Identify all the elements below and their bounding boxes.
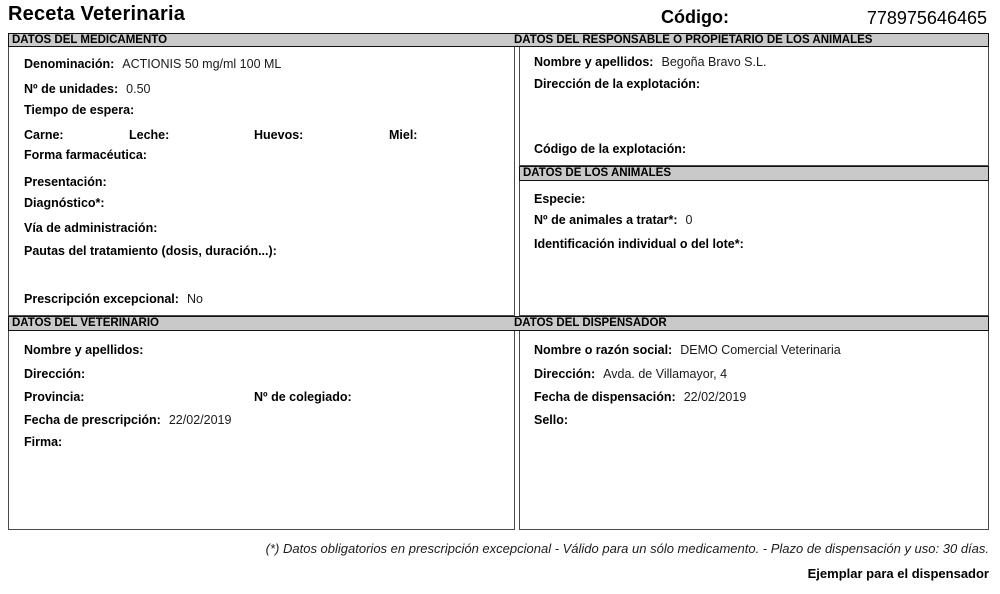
vet-direccion-label: Dirección: <box>24 367 86 381</box>
field-via-administracion <box>24 221 508 236</box>
field-diagnostico <box>24 196 508 211</box>
section-title-animales: DATOS DE LOS ANIMALES <box>523 167 672 179</box>
pautas-label: Pautas del tratamiento (dosis, duración...): <box>24 244 277 258</box>
fecha-dispensacion-value: 22/02/2019 <box>683 390 747 404</box>
section-title-veterinario: DATOS DEL VETERINARIO <box>12 317 159 329</box>
field-razon-social <box>534 343 982 358</box>
codigo-label: Código: <box>661 7 729 27</box>
presentacion-label: Presentación: <box>24 175 107 189</box>
especie-label: Especie: <box>534 192 586 206</box>
field-unidades <box>24 82 508 97</box>
field-forma-farmaceutica <box>24 148 508 163</box>
responsable-nombre-label: Nombre y apellidos: <box>534 55 654 69</box>
razon-social-label: Nombre o razón social: <box>534 343 673 357</box>
denominacion-value: ACTIONIS 50 mg/ml 100 ML <box>122 57 282 71</box>
num-animales-label: Nº de animales a tratar*: <box>534 213 678 227</box>
disp-direccion-value: Avda. de Villamayor, 4 <box>603 367 728 381</box>
fecha-dispensacion-label: Fecha de dispensación: <box>534 390 676 404</box>
miel-label: Miel: <box>389 128 418 142</box>
field-vet-nombre <box>24 343 508 358</box>
field-espera-productos <box>24 128 508 143</box>
field-responsable-nombre <box>534 55 982 70</box>
section-title-medicamento: DATOS DEL MEDICAMENTO <box>12 34 168 46</box>
field-vet-direccion <box>24 367 508 382</box>
field-fecha-dispensacion <box>534 390 982 405</box>
field-pautas <box>24 244 508 259</box>
section-responsable <box>519 47 989 166</box>
carne-label: Carne: <box>24 128 64 142</box>
codigo-value: 778975646465 <box>866 8 987 28</box>
section-title-responsable: DATOS DEL RESPONSABLE O PROPIETARIO DE LOS ANIMALES <box>514 34 873 46</box>
responsable-nombre-value: Begoña Bravo S.L. <box>661 55 767 69</box>
razon-social-value: DEMO Comercial Veterinaria <box>680 343 841 357</box>
diagnostico-label: Diagnóstico*: <box>24 196 105 210</box>
forma-label: Forma farmacéutica: <box>24 148 147 162</box>
footer-copy-label: Ejemplar para el dispensador <box>807 566 989 581</box>
field-presentacion <box>24 175 508 190</box>
footer-note: (*) Datos obligatorios en prescripción excepcional - Válido para un sólo medicamento. - Plazo de dispensación y uso: 30 días. <box>265 541 989 556</box>
field-sello <box>534 413 982 428</box>
field-denominacion <box>24 57 508 72</box>
num-animales-value: 0 <box>685 213 693 227</box>
direccion-explotacion-label: Dirección de la explotación: <box>534 77 701 91</box>
denominacion-label: Denominación: <box>24 57 115 71</box>
firma-label: Firma: <box>24 435 63 449</box>
colegiado-label: Nº de colegiado: <box>254 390 352 404</box>
field-provincia-colegiado <box>24 390 508 405</box>
field-firma <box>24 435 508 450</box>
field-identificacion <box>534 237 982 252</box>
section-animales <box>519 181 989 316</box>
field-fecha-prescripcion <box>24 413 508 428</box>
field-tiempo-espera <box>24 103 508 118</box>
codigo-explotacion-label: Código de la explotación: <box>534 142 687 156</box>
prescripcion-value: No <box>186 292 203 306</box>
section-title-dispensador: DATOS DEL DISPENSADOR <box>514 317 667 329</box>
section-dispensador <box>519 331 989 530</box>
identificacion-label: Identificación individual o del lote*: <box>534 237 744 251</box>
tiempo-espera-label: Tiempo de espera: <box>24 103 135 117</box>
provincia-label: Provincia: <box>24 390 85 404</box>
field-especie <box>534 192 982 207</box>
huevos-label: Huevos: <box>254 128 304 142</box>
fecha-prescripcion-value: 22/02/2019 <box>168 413 232 427</box>
vet-nombre-label: Nombre y apellidos: <box>24 343 144 357</box>
via-label: Vía de administración: <box>24 221 158 235</box>
section-header-animales <box>519 166 989 181</box>
unidades-value: 0.50 <box>126 82 151 96</box>
disp-direccion-label: Dirección: <box>534 367 596 381</box>
field-num-animales <box>534 213 982 228</box>
sello-label: Sello: <box>534 413 569 427</box>
prescripcion-label: Prescripción excepcional: <box>24 292 179 306</box>
field-prescripcion-excepcional <box>24 292 508 307</box>
section-header-row-top <box>8 33 989 47</box>
page-title: Receta Veterinaria <box>8 3 186 25</box>
field-direccion-explotacion <box>534 77 982 92</box>
section-veterinario <box>8 331 515 530</box>
field-codigo-explotacion <box>534 142 982 157</box>
field-disp-direccion <box>534 367 982 382</box>
leche-label: Leche: <box>129 128 170 142</box>
fecha-prescripcion-label: Fecha de prescripción: <box>24 413 161 427</box>
section-medicamento <box>8 47 515 316</box>
section-header-row-bottom <box>8 316 989 331</box>
unidades-label: Nº de unidades: <box>24 82 119 96</box>
